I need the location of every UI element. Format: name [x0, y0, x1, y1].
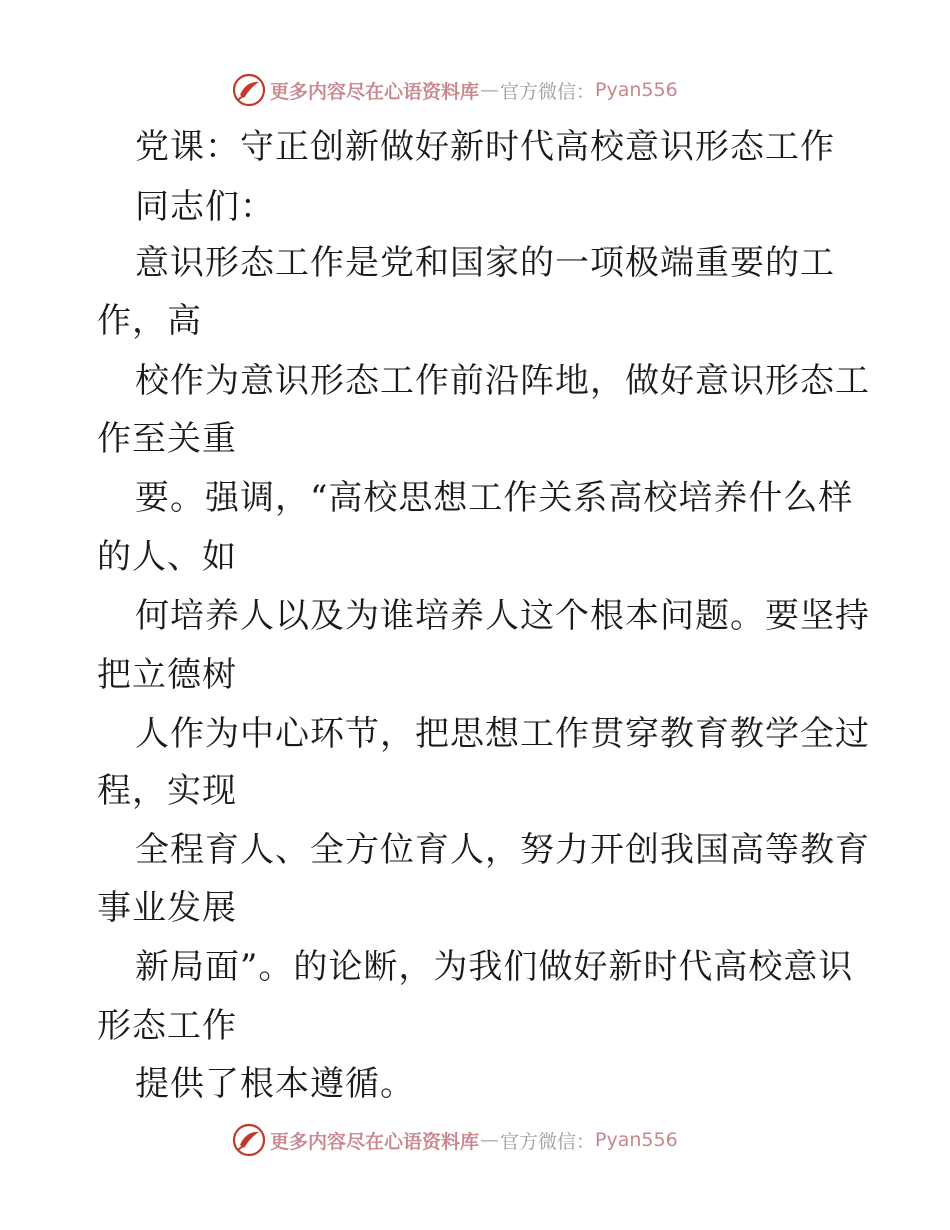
banner-dash: —	[480, 79, 500, 101]
text-line: 作，高	[97, 301, 202, 341]
banner-contact-label: 官方微信：	[500, 80, 596, 103]
text-line: 何培养人以及为谁培养人这个根本问题。要坚持	[135, 596, 870, 636]
text-line: 把立德树	[97, 655, 237, 695]
document-title: 党课：守正创新做好新时代高校意识形态工作	[135, 127, 835, 167]
text-line: 要。强调，“高校思想工作关系高校培养什么样	[135, 478, 854, 518]
text-line: 事业发展	[97, 888, 237, 928]
text-line: 新局面”。的论断，为我们做好新时代高校意识	[135, 947, 854, 987]
pen-logo-icon	[232, 1123, 266, 1157]
banner-brand-text: 更多内容尽在心语资料库	[270, 1130, 480, 1153]
text-line: 全程育人、全方位育人，努力开创我国高等教育	[135, 830, 870, 870]
banner-dash: —	[480, 1129, 500, 1151]
footer-banner	[232, 1120, 678, 1160]
text-line: 的人、如	[97, 537, 237, 577]
text-line: 形态工作	[97, 1006, 237, 1046]
text-line: 作至关重	[97, 419, 237, 459]
text-line: 意识形态工作是党和国家的一项极端重要的工	[135, 243, 835, 283]
banner-wechat-id: Pyan556	[595, 79, 678, 101]
text-line: 程，实现	[97, 771, 237, 811]
banner-contact-label: 官方微信：	[500, 1130, 596, 1153]
salutation: 同志们：	[135, 187, 275, 227]
text-line: 校作为意识形态工作前沿阵地，做好意识形态工	[135, 361, 870, 401]
text-line: 人作为中心环节，把思想工作贯穿教育教学全过	[135, 714, 870, 754]
text-line: 提供了根本遵循。	[135, 1064, 415, 1104]
banner-wechat-id: Pyan556	[595, 1129, 678, 1151]
header-banner	[232, 70, 678, 110]
banner-brand-text: 更多内容尽在心语资料库	[270, 80, 480, 103]
pen-logo-icon	[232, 73, 266, 107]
